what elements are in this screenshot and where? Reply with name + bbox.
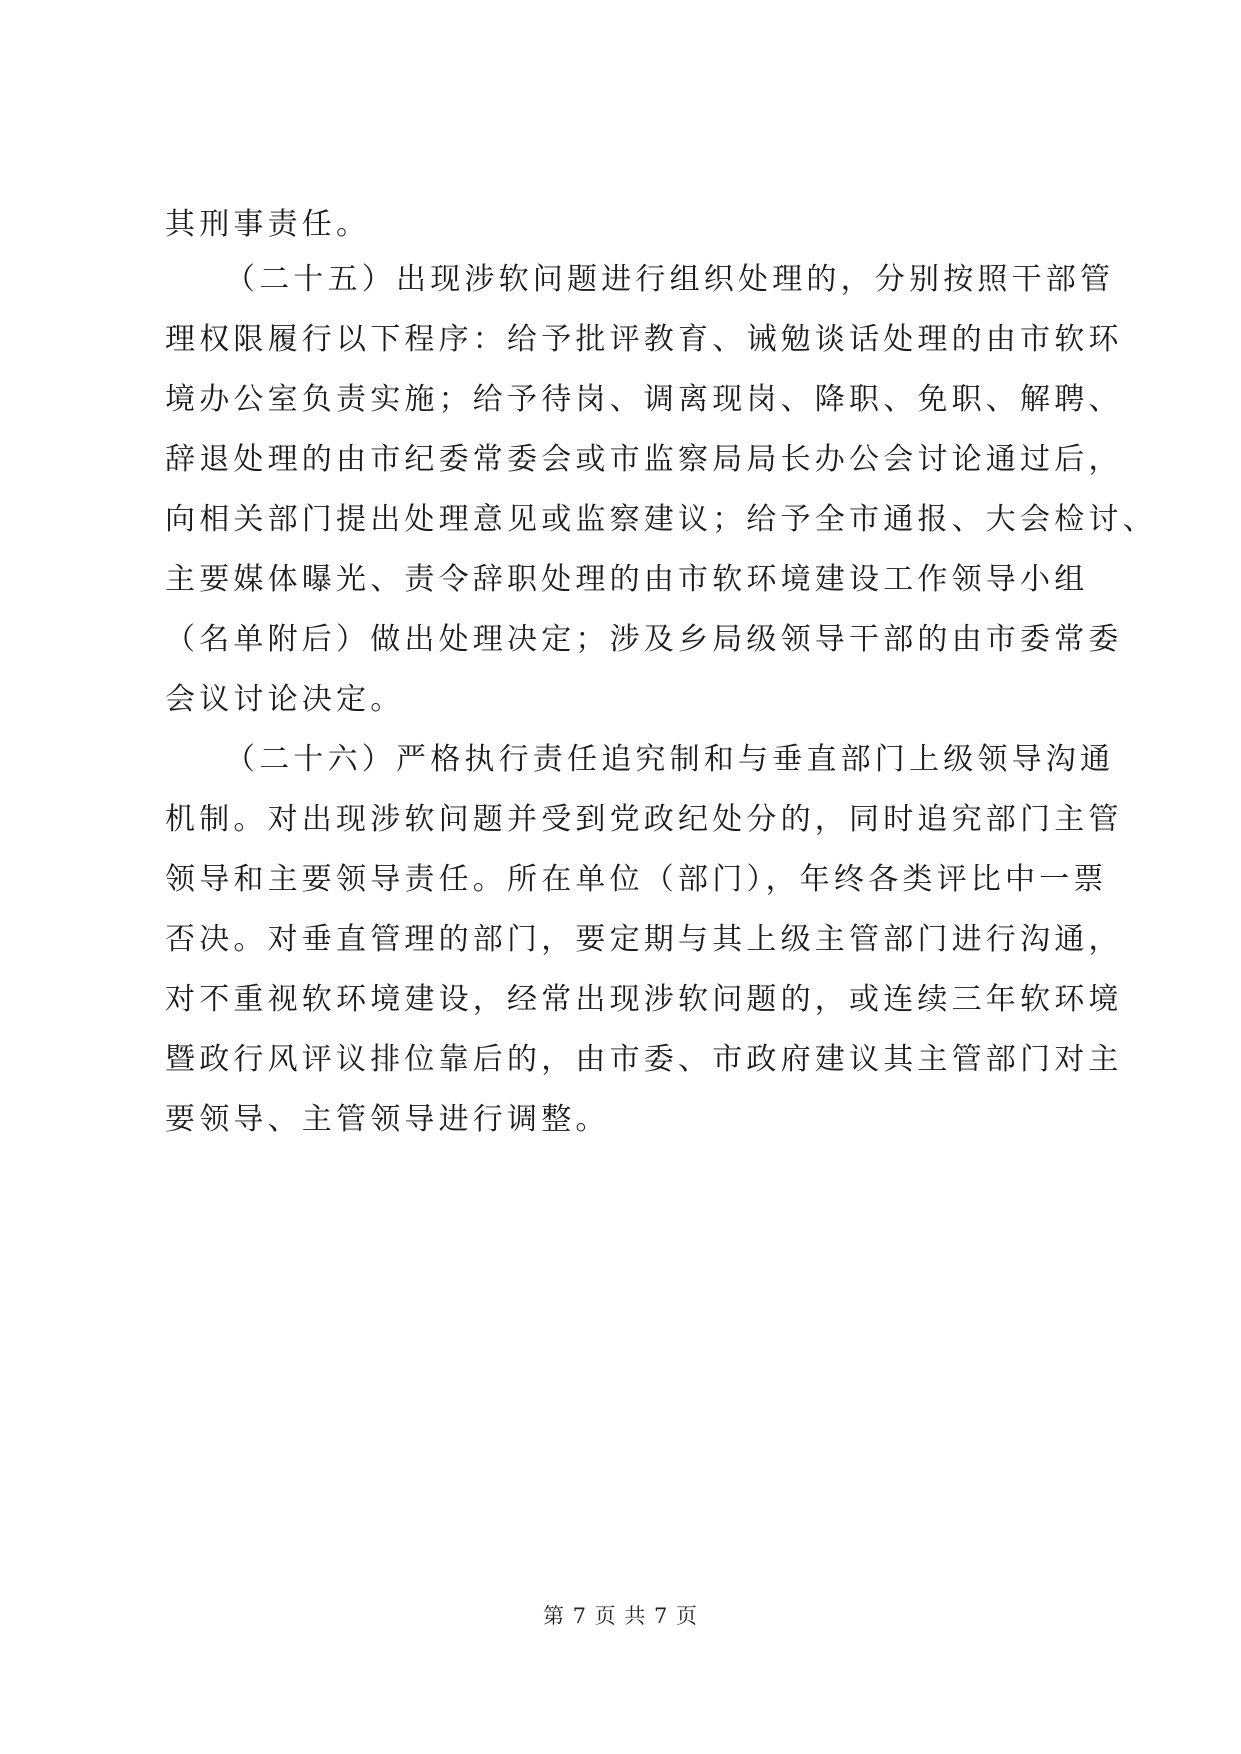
page-footer: 第 7 页 共 7 页 [542,1604,699,1628]
paragraph-2-line-7: （名单附后）做出处理决定；涉及乡局级领导干部的由市委常委 [165,622,1123,657]
paragraph-2-line-6: 主要媒体曝光、责令辞职处理的由市软环境建设工作领导小组 [165,562,1089,597]
paragraph-3-line-5: 对不重视软环境建设，经常出现涉软问题的，或连续三年软环境 [165,982,1123,1017]
paragraph-2-line-1: （二十五）出现涉软问题进行组织处理的，分别按照干部管 [225,262,1115,297]
paragraph-2-line-8: 会议讨论决定。 [165,682,405,717]
paragraph-2-line-2: 理权限履行以下程序：给予批评教育、诫勉谈话处理的由市软环 [165,322,1123,357]
paragraph-3-line-1: （二十六）严格执行责任追究制和与垂直部门上级领导沟通 [225,742,1115,777]
paragraph-2-line-5: 向相关部门提出处理意见或监察建议；给予全市通报、大会检讨、 [165,502,1157,537]
paragraph-3-line-7: 要领导、主管领导进行调整。 [165,1102,610,1137]
paragraph-2-line-3: 境办公室负责实施；给予待岗、调离现岗、降职、免职、解聘、 [165,382,1123,417]
paragraph-3-line-6: 暨政行风评议排位靠后的，由市委、市政府建议其主管部门对主 [165,1042,1123,1077]
paragraph-2-line-4: 辞退处理的由市纪委常委会或市监察局局长办公会讨论通过后， [165,442,1123,477]
paragraph-3-line-3: 领导和主要领导责任。所在单位（部门），年终各类评比中一票 [165,862,1108,897]
paragraph-3-line-2: 机制。对出现涉软问题并受到党政纪处分的，同时追究部门主管 [165,802,1123,837]
paragraph-1-line-1: 其刑事责任。 [165,207,371,242]
paragraph-3-line-4: 否决。对垂直管理的部门，要定期与其上级主管部门进行沟通， [165,922,1123,957]
